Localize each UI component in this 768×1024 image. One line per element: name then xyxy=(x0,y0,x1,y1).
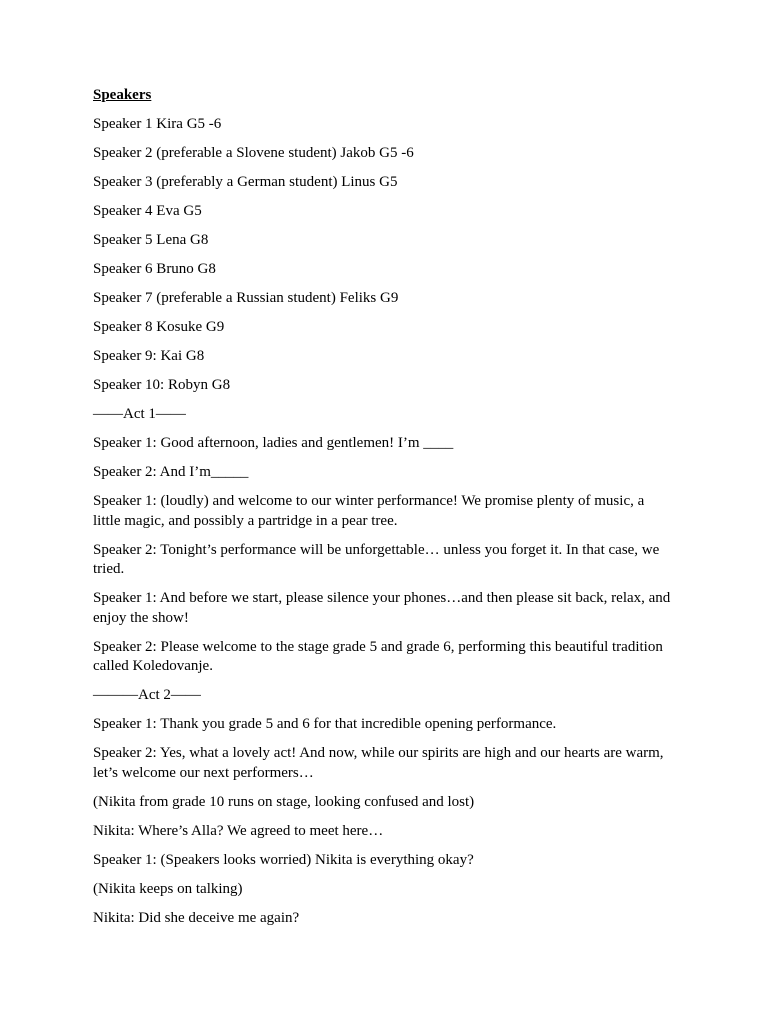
speaker-entry: Speaker 9: Kai G8 xyxy=(93,348,205,364)
script-line: Speaker 2: Tonight’s performance will be unforgettable… unless you forget it. In that case, we tried. xyxy=(93,541,660,577)
act-2-marker: ———Act 2—— xyxy=(93,687,201,703)
speaker-entry: Speaker 2 (preferable a Slovene student) Jakob G5 -6 xyxy=(93,145,414,161)
stage-direction: (Nikita keeps on talking) xyxy=(93,880,243,897)
script-line: Speaker 1: And before we start, please silence your phones…and then please sit back, relax, and enjoy the show! xyxy=(93,590,671,626)
speaker-entry: Speaker 6 Bruno G8 xyxy=(93,261,216,277)
script-line: Nikita: Where’s Alla? We agreed to meet here… xyxy=(93,822,384,839)
act-1-script xyxy=(93,434,673,677)
speaker-entry: Speaker 7 (preferable a Russian student) Feliks G9 xyxy=(93,290,399,306)
script-line: Speaker 2: And I’m_____ xyxy=(93,464,249,480)
script-line: Speaker 1: Good afternoon, ladies and gentlemen! I’m ____ xyxy=(93,435,454,451)
act-1-marker: ——Act 1—— xyxy=(93,406,186,422)
stage-direction: (Nikita from grade 10 runs on stage, looking confused and lost) xyxy=(93,793,475,810)
speaker-entry: Speaker 1 Kira G5 -6 xyxy=(93,116,222,132)
script-line: Speaker 1: (Speakers looks worried) Nikita is everything okay? xyxy=(93,851,474,868)
script-line: Speaker 2: Yes, what a lovely act! And now, while our spirits are high and our hearts are warm, let’s welcome our next performers… xyxy=(93,745,664,781)
speaker-entry: Speaker 10: Robyn G8 xyxy=(93,377,231,393)
speaker-entry: Speaker 5 Lena G8 xyxy=(93,232,209,248)
script-line: Speaker 1: (loudly) and welcome to our winter performance! We promise plenty of music, a little magic, and possibly a partridge in a pear tree. xyxy=(93,493,645,529)
script-line: Speaker 1: Thank you grade 5 and 6 for that incredible opening performance. xyxy=(93,716,557,732)
document-page xyxy=(93,86,673,938)
speakers-heading: Speakers xyxy=(93,87,152,103)
speaker-entry: Speaker 3 (preferably a German student) Linus G5 xyxy=(93,174,398,190)
speaker-entry: Speaker 8 Kosuke G9 xyxy=(93,319,225,335)
speaker-entry: Speaker 4 Eva G5 xyxy=(93,203,202,219)
script-line: Nikita: Did she deceive me again? xyxy=(93,909,300,926)
speaker-list xyxy=(93,115,673,396)
script-line: Speaker 2: Please welcome to the stage grade 5 and grade 6, performing this beautiful tradition called Koledovanje. xyxy=(93,638,663,674)
act-2-script xyxy=(93,715,673,928)
